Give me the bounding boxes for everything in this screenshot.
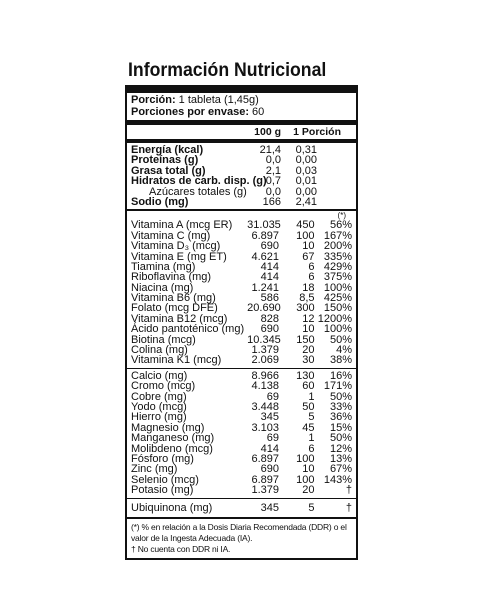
value-per-100g: 0,0 bbox=[265, 154, 281, 167]
percent-dv: 16% bbox=[329, 369, 352, 382]
percent-dv: 33% bbox=[329, 400, 352, 413]
percent-dv: 171% bbox=[323, 380, 352, 393]
percent-dv: 1200% bbox=[317, 312, 352, 325]
percent-dv: 200% bbox=[323, 240, 352, 253]
value-per-100g: 6.897 bbox=[251, 473, 279, 486]
value-per-100g: 345 bbox=[260, 501, 279, 514]
nutrient-name: Vitamina C (mg) bbox=[131, 229, 211, 242]
nutrient-row bbox=[127, 355, 356, 365]
label-title: Información Nutricional bbox=[128, 60, 327, 81]
nutrient-name: Biotina (mcg) bbox=[131, 333, 196, 346]
value-per-100g: 828 bbox=[260, 312, 279, 325]
value-per-portion: 20 bbox=[302, 484, 315, 497]
portion-line bbox=[131, 94, 352, 106]
portion-label: Porción: bbox=[131, 94, 176, 106]
nutrient-name: Cromo (mcg) bbox=[131, 380, 196, 393]
value-per-100g: 6.897 bbox=[251, 229, 279, 242]
nutrient-name: Vitamina A (mcg ER) bbox=[131, 219, 233, 232]
value-per-100g: 69 bbox=[266, 432, 279, 445]
value-per-portion: 100 bbox=[296, 229, 315, 242]
value-per-100g: 3.103 bbox=[251, 421, 279, 434]
value-per-100g: 10.345 bbox=[247, 333, 281, 346]
percent-dv: 13% bbox=[329, 452, 352, 465]
nutrient-name: Grasa total (g) bbox=[131, 164, 206, 177]
minerals-section bbox=[127, 369, 356, 498]
percent-dv: 100% bbox=[323, 281, 352, 294]
value-per-portion: 100 bbox=[296, 452, 315, 465]
percent-dv: 375% bbox=[323, 271, 352, 284]
nutrient-row bbox=[127, 503, 356, 513]
nutrient-name: Fósforo (mg) bbox=[131, 452, 194, 465]
value-per-portion: 5 bbox=[308, 501, 315, 514]
value-per-portion: 1 bbox=[308, 432, 315, 445]
nutrient-name: Azúcares totales (g) bbox=[149, 185, 247, 198]
nutrient-name: Vitamina B6 (mg) bbox=[131, 292, 216, 305]
value-per-portion: 30 bbox=[302, 354, 315, 367]
nutrient-name: Vitamina K1 (mcg) bbox=[131, 354, 222, 367]
nutrient-row bbox=[127, 485, 356, 495]
serving-info bbox=[127, 93, 356, 125]
percent-dv: 150% bbox=[323, 302, 352, 315]
value-per-portion: 20 bbox=[302, 344, 315, 357]
value-per-100g: 690 bbox=[260, 240, 279, 253]
percent-dv: 50% bbox=[329, 432, 352, 445]
percent-dv: 36% bbox=[329, 411, 352, 424]
per-container-value: 60 bbox=[249, 106, 265, 118]
percent-dv: † bbox=[345, 501, 352, 514]
nutrient-name: Riboflavina (mg) bbox=[131, 271, 212, 284]
value-per-100g: 2,1 bbox=[265, 164, 281, 177]
value-per-100g: 0,0 bbox=[265, 185, 281, 198]
value-per-100g: 586 bbox=[260, 292, 279, 305]
value-per-100g: 414 bbox=[260, 260, 279, 273]
nutrient-name: Energía (kcal) bbox=[131, 144, 204, 156]
value-per-100g: 4.621 bbox=[251, 250, 279, 263]
value-per-100g: 8.966 bbox=[251, 369, 279, 382]
nutrient-name: Potasio (mg) bbox=[131, 484, 194, 497]
nutrient-name: Calcio (mg) bbox=[131, 369, 188, 382]
value-per-portion: 10 bbox=[302, 240, 315, 253]
value-per-portion: 67 bbox=[302, 250, 315, 263]
footnote-dagger: † No cuenta con DDR ni IA. bbox=[131, 543, 231, 554]
percent-dv: 67% bbox=[329, 463, 352, 476]
nutrient-name: Niacina (mg) bbox=[131, 281, 194, 294]
nutrient-name: Hierro (mg) bbox=[131, 411, 187, 424]
percent-dv: 15% bbox=[329, 421, 352, 434]
value-per-100g: 6.897 bbox=[251, 452, 279, 465]
value-per-100g: 414 bbox=[260, 271, 279, 284]
header-per-portion: 1 Porción bbox=[293, 126, 341, 138]
value-per-100g: 690 bbox=[260, 463, 279, 476]
label-frame bbox=[125, 85, 358, 560]
footnote-dv: (*) % en relación a la Dosis Diaria Recomendada (DDR) o el valor de la Ingesta Adecuada (IA). bbox=[131, 521, 347, 543]
nutrient-name: Vitamina D₃ (mcg) bbox=[131, 240, 221, 253]
percent-dv: 167% bbox=[323, 229, 352, 242]
percent-dv: 4% bbox=[336, 344, 352, 357]
percent-dv: 143% bbox=[323, 473, 352, 486]
value-per-portion: 6 bbox=[308, 442, 315, 455]
percent-dv: 429% bbox=[323, 260, 352, 273]
value-per-portion: 0,00 bbox=[295, 154, 317, 167]
nutrient-name: Yodo (mcg) bbox=[131, 400, 187, 413]
value-per-100g: 0,7 bbox=[265, 175, 281, 188]
value-per-portion: 60 bbox=[302, 380, 315, 393]
nutrient-row bbox=[127, 241, 356, 251]
nutrient-name: Ubiquinona (mg) bbox=[131, 501, 213, 514]
nutrient-row bbox=[127, 433, 356, 443]
value-per-portion: 5 bbox=[308, 411, 315, 424]
value-per-portion: 10 bbox=[302, 463, 315, 476]
per-container-line bbox=[131, 106, 352, 118]
nutrient-name: Magnesio (mg) bbox=[131, 421, 205, 434]
nutrient-name: Molibdeno (mcg) bbox=[131, 442, 213, 455]
nutrient-name: Tiamina (mg) bbox=[131, 260, 196, 273]
nutrient-name: Manganeso (mg) bbox=[131, 432, 215, 445]
macros-section bbox=[127, 143, 356, 209]
value-per-portion: 300 bbox=[296, 302, 315, 315]
nutrient-name: Folato (mcg DFE) bbox=[131, 302, 218, 315]
value-per-portion: 12 bbox=[302, 312, 315, 325]
value-per-100g: 345 bbox=[260, 411, 279, 424]
percent-dv: 12% bbox=[329, 442, 352, 455]
value-per-100g: 4.138 bbox=[251, 380, 279, 393]
other-section bbox=[127, 499, 356, 517]
percent-dv: † bbox=[345, 484, 352, 497]
value-per-portion: 450 bbox=[296, 219, 315, 232]
percent-dv: 38% bbox=[329, 354, 352, 367]
footnotes bbox=[127, 517, 356, 558]
pct-header: (*) bbox=[337, 211, 346, 221]
percent-dv: 50% bbox=[329, 333, 352, 346]
value-per-portion: 10 bbox=[302, 323, 315, 336]
column-header bbox=[127, 125, 356, 143]
per-container-label: Porciones por envase: bbox=[131, 106, 249, 118]
percent-dv: 50% bbox=[329, 390, 352, 403]
nutrition-label bbox=[125, 60, 358, 560]
value-per-100g: 69 bbox=[266, 390, 279, 403]
nutrient-name: Colina (mg) bbox=[131, 344, 188, 357]
value-per-portion: 50 bbox=[302, 400, 315, 413]
percent-dv: 100% bbox=[323, 323, 352, 336]
nutrient-name: Cobre (mg) bbox=[131, 390, 187, 403]
value-per-100g: 414 bbox=[260, 442, 279, 455]
nutrient-name: Selenio (mcg) bbox=[131, 473, 199, 486]
portion-value: 1 tableta (1,45g) bbox=[175, 94, 259, 106]
value-per-100g: 1.241 bbox=[251, 281, 279, 294]
value-per-portion: 2,41 bbox=[295, 195, 317, 208]
value-per-100g: 1.379 bbox=[251, 344, 279, 357]
value-per-100g: 21,4 bbox=[259, 144, 281, 156]
value-per-100g: 1.379 bbox=[251, 484, 279, 497]
value-per-portion: 0,31 bbox=[295, 144, 317, 156]
value-per-portion: 150 bbox=[296, 333, 315, 346]
nutrient-name: Ácido pantoténico (mg) bbox=[131, 323, 245, 336]
nutrient-row bbox=[127, 176, 356, 186]
value-per-portion: 8,5 bbox=[299, 292, 315, 305]
percent-dv: 335% bbox=[323, 250, 352, 263]
nutrient-name: Vitamina E (mg ET) bbox=[131, 250, 227, 263]
nutrient-name: Sodio (mg) bbox=[131, 195, 189, 208]
value-per-portion: 0,00 bbox=[295, 185, 317, 198]
header-per-100g: 100 g bbox=[254, 126, 281, 138]
value-per-portion: 18 bbox=[302, 281, 315, 294]
nutrient-name: Zinc (mg) bbox=[131, 463, 178, 476]
value-per-portion: 6 bbox=[308, 260, 315, 273]
value-per-portion: 1 bbox=[308, 390, 315, 403]
value-per-portion: 100 bbox=[296, 473, 315, 486]
percent-dv: 425% bbox=[323, 292, 352, 305]
value-per-portion: 0,03 bbox=[295, 164, 317, 177]
percent-dv: 56% bbox=[329, 219, 352, 232]
value-per-100g: 2.069 bbox=[251, 354, 279, 367]
value-per-portion: 130 bbox=[296, 369, 315, 382]
value-per-100g: 166 bbox=[262, 195, 281, 208]
value-per-portion: 6 bbox=[308, 271, 315, 284]
nutrient-name: Hidratos de carb. disp. (g) bbox=[131, 175, 267, 188]
value-per-100g: 690 bbox=[260, 323, 279, 336]
nutrient-name: Vitamina B12 (mcg) bbox=[131, 312, 228, 325]
nutrient-row bbox=[127, 197, 356, 207]
header-spacer bbox=[127, 125, 249, 139]
value-per-100g: 20.690 bbox=[247, 302, 281, 315]
vitamins-section bbox=[127, 220, 356, 367]
nutrient-name: Proteínas (g) bbox=[131, 154, 199, 167]
value-per-portion: 0,01 bbox=[295, 175, 317, 188]
value-per-100g: 3.448 bbox=[251, 400, 279, 413]
value-per-portion: 45 bbox=[302, 421, 315, 434]
value-per-100g: 31.035 bbox=[247, 219, 281, 232]
